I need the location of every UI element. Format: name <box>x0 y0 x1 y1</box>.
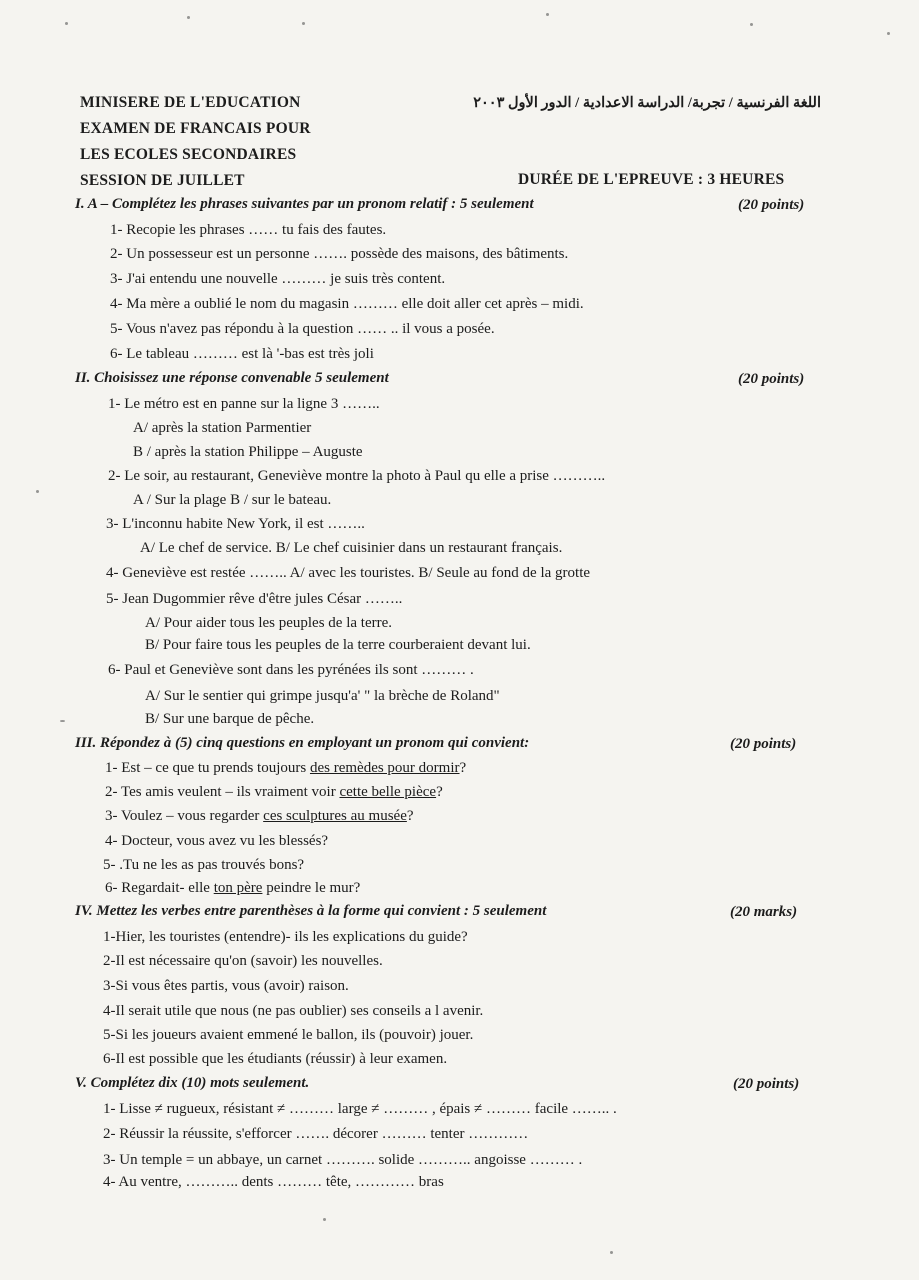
session-line: SESSION DE JUILLET <box>80 172 245 189</box>
section-2-title: II. Choisissez une réponse convenable 5 seulement <box>75 370 389 386</box>
scan-speck <box>36 490 39 493</box>
scan-speck <box>302 22 305 25</box>
s4-item-2: 2-Il est nécessaire qu'on (savoir) les nouvelles. <box>103 953 383 969</box>
scan-speck <box>887 32 890 35</box>
section-4-title: IV. Mettez les verbes entre parenthèses à la forme qui convient : 5 seulement <box>75 903 547 919</box>
s3-item-6 <box>105 879 360 897</box>
s2-q1: 1- Le métro est en panne sur la ligne 3 …….. <box>108 396 380 412</box>
s3-item-6-text: 6- Regardait- elle <box>105 880 214 896</box>
s2-q1-a: A/ après la station Parmentier <box>133 420 312 436</box>
s1-item-2: 2- Un possesseur est un personne ……. possède des maisons, des bâtiments. <box>110 246 569 262</box>
s2-q4: 4- Geneviève est restée …….. A/ avec les touristes. B/ Seule au fond de la grotte <box>106 565 591 581</box>
s1-item-3: 3- J'ai entendu une nouvelle ……… je suis très content. <box>110 271 446 287</box>
s3-item-6-underlined: ton père <box>213 880 263 896</box>
s1-item-4: 4- Ma mère a oublié le nom du magasin ……… elle doit aller cet après – midi. <box>110 296 584 312</box>
s3-item-1-end: ? <box>459 760 467 776</box>
ministry-line: MINISERE DE L'EDUCATION <box>80 94 301 111</box>
s3-item-2-end: ? <box>436 784 443 800</box>
section-5-points: (20 points) <box>733 1076 800 1092</box>
s1-item-5: 5- Vous n'avez pas répondu à la question …… .. il vous a posée. <box>110 321 495 337</box>
s3-item-2 <box>105 783 443 801</box>
s4-item-5: 5-Si les joueurs avaient emmené le ballon, ils (pouvoir) jouer. <box>103 1027 474 1043</box>
scan-speck <box>610 1251 613 1254</box>
s5-item-4: 4- Au ventre, ……….. dents ……… tête, ………… bras <box>103 1174 444 1190</box>
scan-speck <box>323 1218 326 1221</box>
s3-item-2-underlined: cette belle pièce <box>339 784 437 800</box>
s2-q6-a: A/ Sur le sentier qui grimpe jusqu'a' " la brèche de Roland" <box>145 688 500 704</box>
scan-speck <box>546 13 549 16</box>
arabic-header: اللغة الفرنسية / تجربة/ الدراسة الاعدادية / الدور الأول ٢٠٠٣ <box>473 95 821 111</box>
s3-item-3 <box>105 807 414 825</box>
s2-q6: 6- Paul et Geneviève sont dans les pyrénées ils sont ……… . <box>108 662 474 678</box>
s3-item-5 <box>103 856 304 874</box>
s3-item-3-end: ? <box>406 808 414 824</box>
section-3-title: III. Répondez à (5) cinq questions en employant un pronom qui convient: <box>75 735 530 751</box>
duration-line: DURÉE DE L'EPREUVE : 3 HEURES <box>518 171 785 188</box>
s1-item-6: 6- Le tableau ……… est là '-bas est très joli <box>110 346 374 362</box>
s1-item-1: 1- Recopie les phrases …… tu fais des fautes. <box>110 222 387 238</box>
s4-item-3: 3-Si vous êtes partis, vous (avoir) raison. <box>103 978 349 994</box>
s2-q3: 3- L'inconnu habite New York, il est …….. <box>106 516 365 532</box>
section-1-title: I. A – Complétez les phrases suivantes par un pronom relatif : 5 seulement <box>75 196 534 212</box>
s2-q5: 5- Jean Dugommier rêve d'être jules César …….. <box>106 591 403 607</box>
s5-item-1: 1- Lisse ≠ rugueux, résistant ≠ ……… large ≠ ……… , épais ≠ ……… facile …….. . <box>103 1101 617 1117</box>
s3-item-3-text: 3- Voulez – vous regarder <box>105 808 264 824</box>
s3-item-4-text: 4- Docteur, vous avez vu les blessés? <box>105 833 329 849</box>
s2-q2-options: A / Sur la plage B / sur le bateau. <box>133 492 332 508</box>
s2-q5-b: B/ Pour faire tous les peuples de la terre courberaient devant lui. <box>145 637 531 653</box>
section-2-points: (20 points) <box>738 371 805 387</box>
s2-q2: 2- Le soir, au restaurant, Geneviève montre la photo à Paul qu elle a prise ……….. <box>108 468 606 484</box>
s3-item-3-underlined: ces sculptures au musée <box>263 808 407 824</box>
s3-item-2-text: 2- Tes amis veulent – ils vraiment voir <box>105 784 340 800</box>
s3-item-1 <box>105 759 466 777</box>
s3-item-4 <box>105 832 328 850</box>
s3-item-6-end: peindre le mur? <box>262 880 361 896</box>
s3-item-1-underlined: des remèdes pour dormir <box>309 760 460 776</box>
schools-line: LES ECOLES SECONDAIRES <box>80 146 297 163</box>
s2-q3-options: A/ Le chef de service. B/ Le chef cuisinier dans un restaurant français. <box>140 540 563 556</box>
s2-q6-b: B/ Sur une barque de pêche. <box>145 711 315 727</box>
s3-item-5-text: 5- .Tu ne les as pas trouvés bons? <box>103 857 305 873</box>
scan-speck <box>750 23 753 26</box>
s4-item-4: 4-Il serait utile que nous (ne pas oublier) ses conseils a l avenir. <box>103 1003 484 1019</box>
s2-q5-a: A/ Pour aider tous les peuples de la terre. <box>145 615 393 631</box>
section-5-title: V. Complétez dix (10) mots seulement. <box>75 1075 310 1091</box>
section-3-points: (20 points) <box>730 736 797 752</box>
s3-item-1-text: 1- Est – ce que tu prends toujours <box>105 760 310 776</box>
s4-item-6: 6-Il est possible que les étudiants (réussir) à leur examen. <box>103 1051 448 1067</box>
scan-speck <box>65 22 68 25</box>
section-1-points: (20 points) <box>738 197 805 213</box>
s5-item-3: 3- Un temple = un abbaye, un carnet ………. solide ……….. angoisse ……… . <box>103 1152 583 1168</box>
exam-line: EXAMEN DE FRANCAIS POUR <box>80 120 311 137</box>
scan-speck <box>60 720 65 722</box>
section-4-points: (20 marks) <box>730 904 798 920</box>
s5-item-2: 2- Réussir la réussite, s'efforcer ……. décorer ……… tenter ………… <box>103 1126 529 1142</box>
s2-q1-b: B / après la station Philippe – Auguste <box>133 444 363 460</box>
scan-speck <box>187 16 190 19</box>
s4-item-1: 1-Hier, les touristes (entendre)- ils les explications du guide? <box>103 929 468 945</box>
